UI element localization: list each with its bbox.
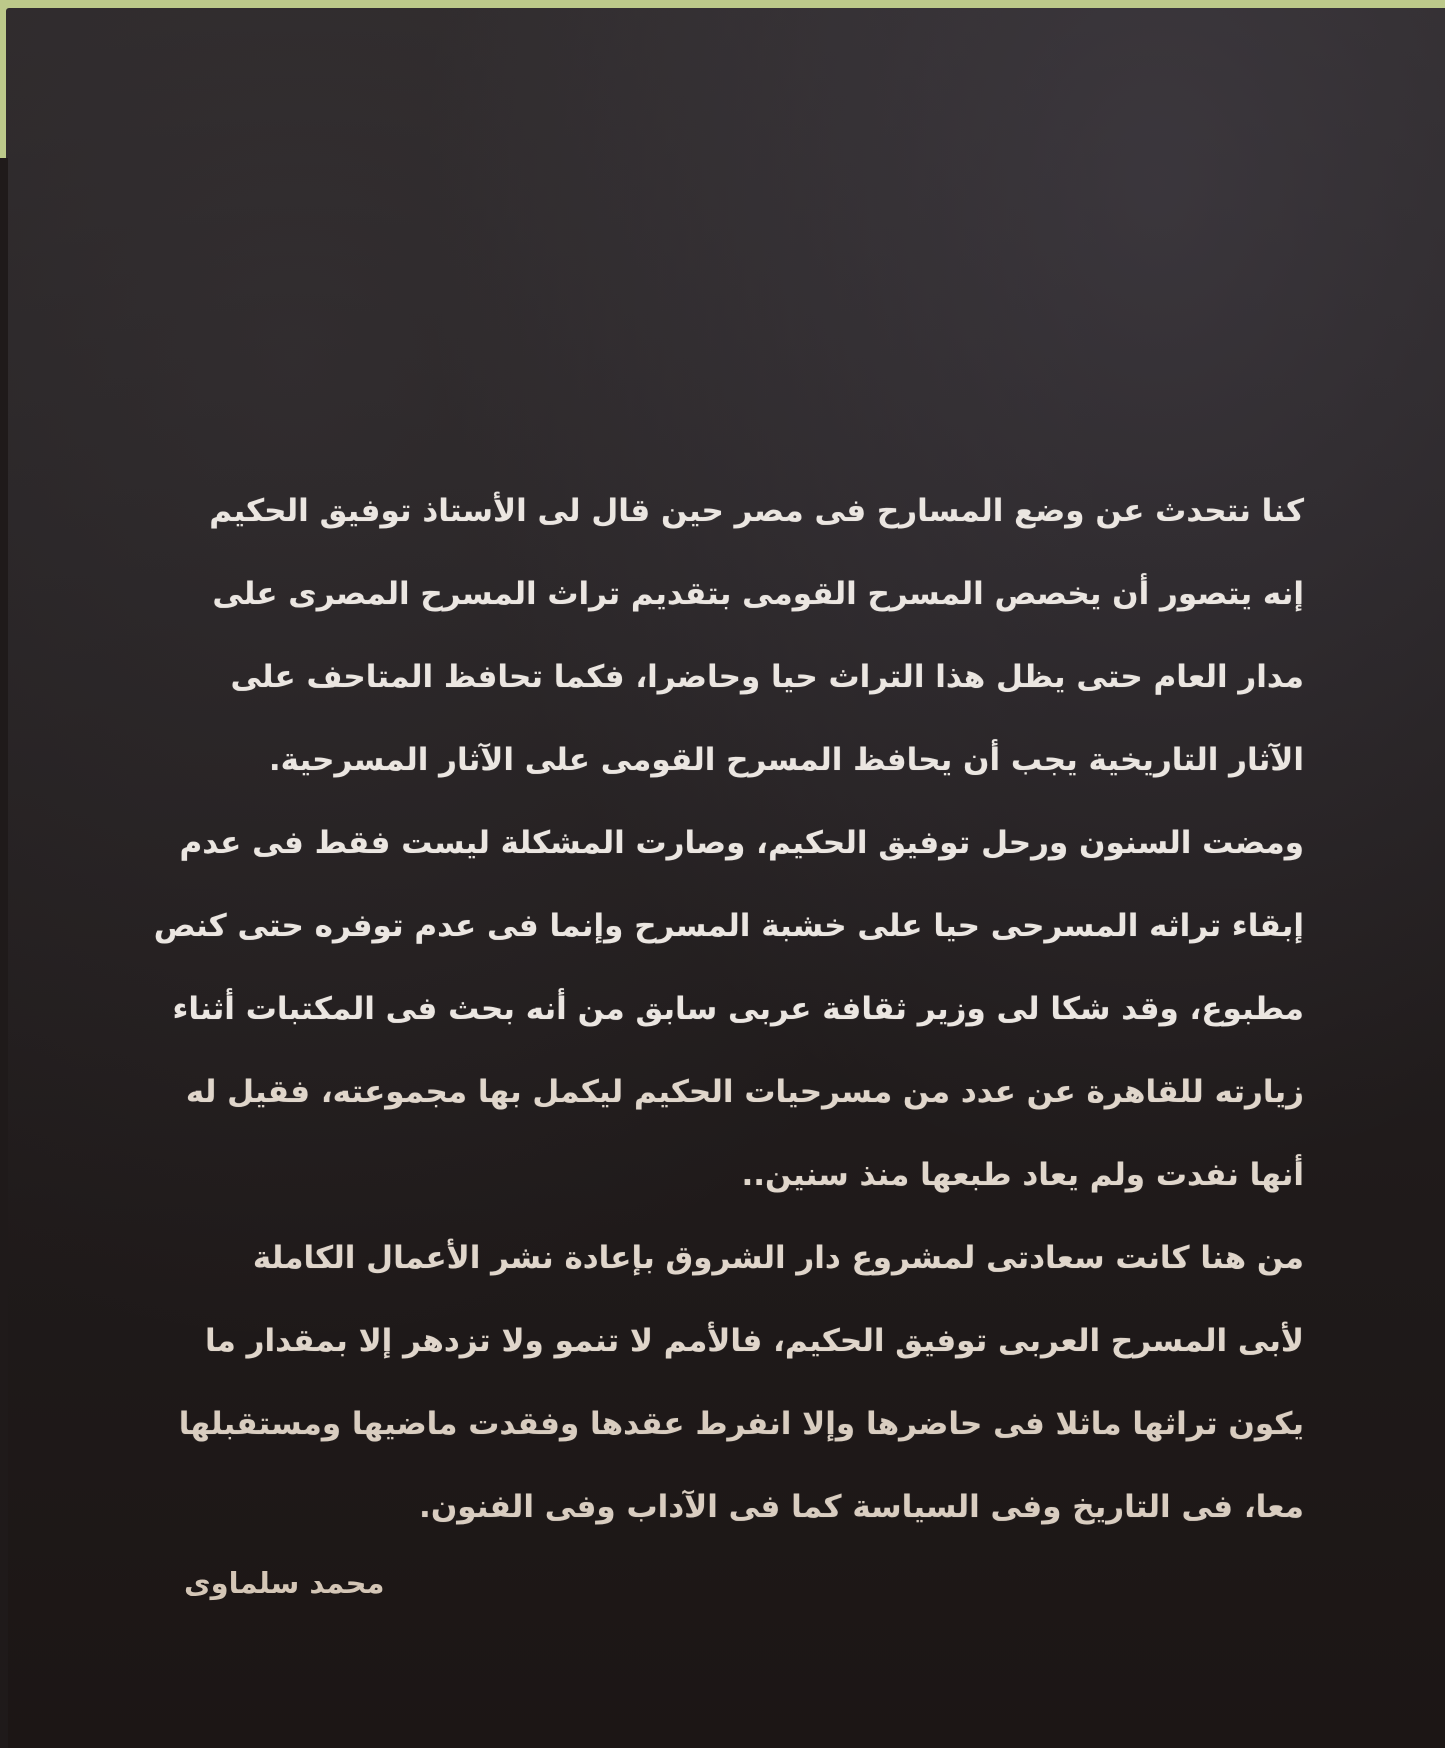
blurb-line-7: مطبوع، وقد شكا لى وزير ثقافة عربى سابق من أنه بحث فى المكتبات أثناء bbox=[172, 991, 1304, 1027]
blurb-line-12: يكون تراثها ماثلا فى حاضرها وإلا انفرط عقدها وفقدت ماضيها ومستقبلها bbox=[178, 1406, 1304, 1442]
blurb-line-8: زيارته للقاهرة عن عدد من مسرحيات الحكيم ليكمل بها مجموعته، فقيل له bbox=[185, 1074, 1304, 1110]
author-signature: محمد سلماوى bbox=[184, 1566, 385, 1600]
blurb-line-10: من هنا كانت سعادتى لمشروع دار الشروق بإعادة نشر الأعمال الكاملة bbox=[252, 1240, 1304, 1276]
blurb-line-11: لأبى المسرح العربى توفيق الحكيم، فالأمم لا تنمو ولا تزدهر إلا بمقدار ما bbox=[205, 1323, 1304, 1359]
blurb-line-4: الآثار التاريخية يجب أن يحافظ المسرح القومى على الآثار المسرحية. bbox=[268, 742, 1304, 778]
blurb-line-6: إبقاء تراثه المسرحى حيا على خشبة المسرح وإنما فى عدم توفره حتى كنص bbox=[153, 908, 1304, 944]
blurb-line-2: إنه يتصور أن يخصص المسرح القومى بتقديم تراث المسرح المصرى على bbox=[212, 576, 1304, 612]
blurb-line-5: ومضت السنون ورحل توفيق الحكيم، وصارت المشكلة ليست فقط فى عدم bbox=[179, 825, 1304, 861]
blurb-line-1: كنا نتحدث عن وضع المسارح فى مصر حين قال لى الأستاذ توفيق الحكيم bbox=[209, 493, 1304, 529]
blurb-line-13: معا، فى التاريخ وفى السياسة كما فى الآداب وفى الفنون. bbox=[419, 1489, 1304, 1525]
book-back-cover bbox=[6, 8, 1445, 1748]
blurb-line-9: أنها نفدت ولم يعاد طبعها منذ سنين.. bbox=[741, 1157, 1304, 1193]
blurb-line-3: مدار العام حتى يظل هذا التراث حيا وحاضرا، فكما تحافظ المتاحف على bbox=[230, 659, 1304, 695]
